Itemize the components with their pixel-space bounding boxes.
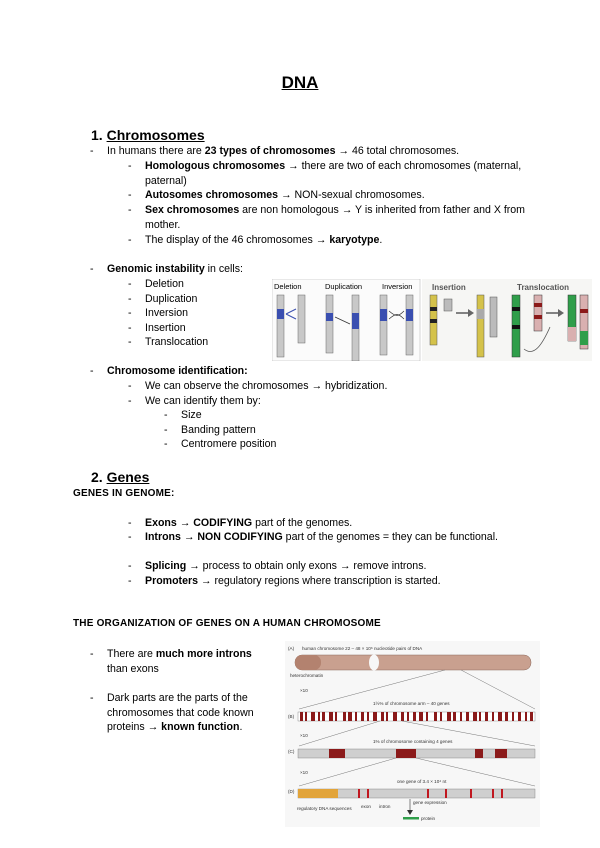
subbullet-karyotype: - The display of the 46 chromosomes → karyotype. (128, 234, 383, 246)
chromosome-band (373, 712, 377, 721)
svg-text:(B): (B) (288, 714, 295, 719)
chromosome-band (440, 712, 442, 721)
subbullet-autosomes: - Autosomes chromosomes → NON-sexual chromosomes. (128, 189, 425, 201)
list-item: - Insertion (128, 321, 186, 334)
svg-text:×10: ×10 (300, 733, 308, 738)
chromosome-band (318, 712, 320, 721)
list-item: - Size (164, 409, 202, 421)
section-title: Genes (106, 469, 150, 485)
chromosome-band (311, 712, 315, 721)
svg-text:gene expression: gene expression (413, 800, 447, 805)
chromosome-band (453, 712, 456, 721)
svg-text:(D): (D) (288, 789, 295, 794)
subbullet-homologous: - Homologous chromosomes → there are two of each chromosomes (maternal, paternal) (128, 160, 522, 187)
caption-gene-organization: THE ORGANIZATION OF GENES ON A HUMAN CHROMOSOME (73, 618, 381, 629)
chromosome-band (479, 712, 481, 721)
gene-organization-figure (285, 641, 540, 827)
bullet-splicing: - Splicing → process to obtain only exons → remove introns. (128, 560, 427, 572)
subbullet-sex-chromosomes: - Sex chromosomes are non homologous → Y is inherited from father and X from mother. (128, 204, 526, 231)
bullet-chromosome-identification: - Chromosome identification: (90, 365, 248, 377)
list-item: - Deletion (128, 278, 184, 290)
genomic-instability-figure (272, 279, 592, 361)
chromosome-band (518, 712, 521, 721)
chromosome-band (300, 712, 303, 721)
section-heading-chromosomes (91, 127, 205, 143)
bullet-introns: - Introns → NON CODIFYING part of the genomes = they can be functional. (128, 531, 498, 543)
chromosome-band (305, 712, 307, 721)
chromosome-band (473, 712, 477, 721)
chromosome-band (348, 712, 352, 721)
list-item: - Duplication (128, 292, 198, 305)
chromosome-band (335, 712, 337, 721)
fig-label-translocation: Translocation (517, 283, 570, 292)
svg-text:intron: intron (379, 804, 391, 809)
bullet-chromosome-count: - In humans there are 23 types of chromosomes → 46 total chromosomes. (90, 145, 460, 157)
list-item: - Inversion (128, 307, 188, 319)
instability-list (128, 277, 208, 350)
chromosome-band (393, 712, 397, 721)
chromosome-band (512, 712, 514, 721)
fig-label-inversion: Inversion (382, 282, 413, 291)
chromosome-band (361, 712, 364, 721)
list-item: - Banding pattern (164, 423, 256, 436)
subbullet-hybridization: - We can observe the chromosomes → hybridization. (128, 380, 388, 392)
list-item: - Translocation (128, 336, 209, 348)
chromosome-band (466, 712, 469, 721)
bullet-dark-parts: - Dark parts are the parts of the chromosomes that code known proteins → known function. (90, 692, 254, 733)
chromosome-band (498, 712, 502, 721)
chromosome-band (485, 712, 488, 721)
chromosome-band (434, 712, 437, 721)
chromosome-band (492, 712, 494, 721)
svg-text:one gene of 3.4 × 10⁴ nt: one gene of 3.4 × 10⁴ nt (397, 779, 447, 784)
svg-text:×10: ×10 (300, 688, 308, 693)
chromosome-band (329, 712, 333, 721)
chromosome-band (381, 712, 384, 721)
svg-text:×10: ×10 (300, 770, 308, 775)
chromosome-band (322, 712, 325, 721)
chromosome-band (460, 712, 462, 721)
fig-label-deletion: Deletion (274, 282, 302, 291)
bullet-promoters: - Promoters → regulatory regions where transcription is started. (128, 575, 441, 587)
bullet-genomic-instability: - Genomic instability in cells: (90, 263, 243, 275)
svg-text:1% of chromosome containing 4: 1% of chromosome containing 4 genes (373, 739, 453, 744)
identify-by-list (164, 408, 276, 452)
section-number: 2. (91, 469, 103, 485)
chromosome-band (447, 712, 451, 721)
fig-label-insertion: Insertion (432, 283, 466, 292)
svg-text:1½% of chromosome arm – 40 gen: 1½% of chromosome arm – 40 genes (373, 701, 450, 706)
bullet-more-introns: - There are much more introns than exons (90, 648, 252, 675)
fig-label-duplication: Duplication (325, 282, 363, 291)
chromosome-band (525, 712, 527, 721)
svg-text:regulatory DNA sequences: regulatory DNA sequences (297, 806, 352, 811)
chromosome-band (343, 712, 346, 721)
svg-text:(A): (A) (288, 646, 295, 651)
chromosome-band (505, 712, 508, 721)
chromosome-band (367, 712, 369, 721)
chromosome-band (419, 712, 423, 721)
svg-text:(C): (C) (288, 749, 295, 754)
chromosome-band (401, 712, 404, 721)
caption-genes-in-genome: GENES IN GENOME: (73, 488, 175, 499)
list-item: - Centromere position (164, 438, 277, 450)
chromosome-band (407, 712, 409, 721)
chromosome-band (413, 712, 416, 721)
svg-text:protein: protein (421, 816, 436, 821)
chromosome-band (386, 712, 388, 721)
page-title: DNA (281, 73, 319, 92)
section-heading-genes (91, 469, 149, 485)
chromosome-band (426, 712, 428, 721)
svg-text:heterochromatin: heterochromatin (290, 673, 324, 678)
bullet-exons: - Exons → CODIFYING part of the genomes. (128, 517, 353, 529)
chromosome-band (530, 712, 533, 721)
section-title: Chromosomes (106, 127, 205, 143)
section-number: 1. (91, 127, 103, 143)
svg-text:human chromosome 22 – 48 × 10⁶: human chromosome 22 – 48 × 10⁶ nucleotide pairs of DNA (302, 646, 423, 651)
subbullet-identify-by: - We can identify them by: (128, 395, 261, 407)
chromosome-band (355, 712, 357, 721)
svg-text:exon: exon (361, 804, 371, 809)
